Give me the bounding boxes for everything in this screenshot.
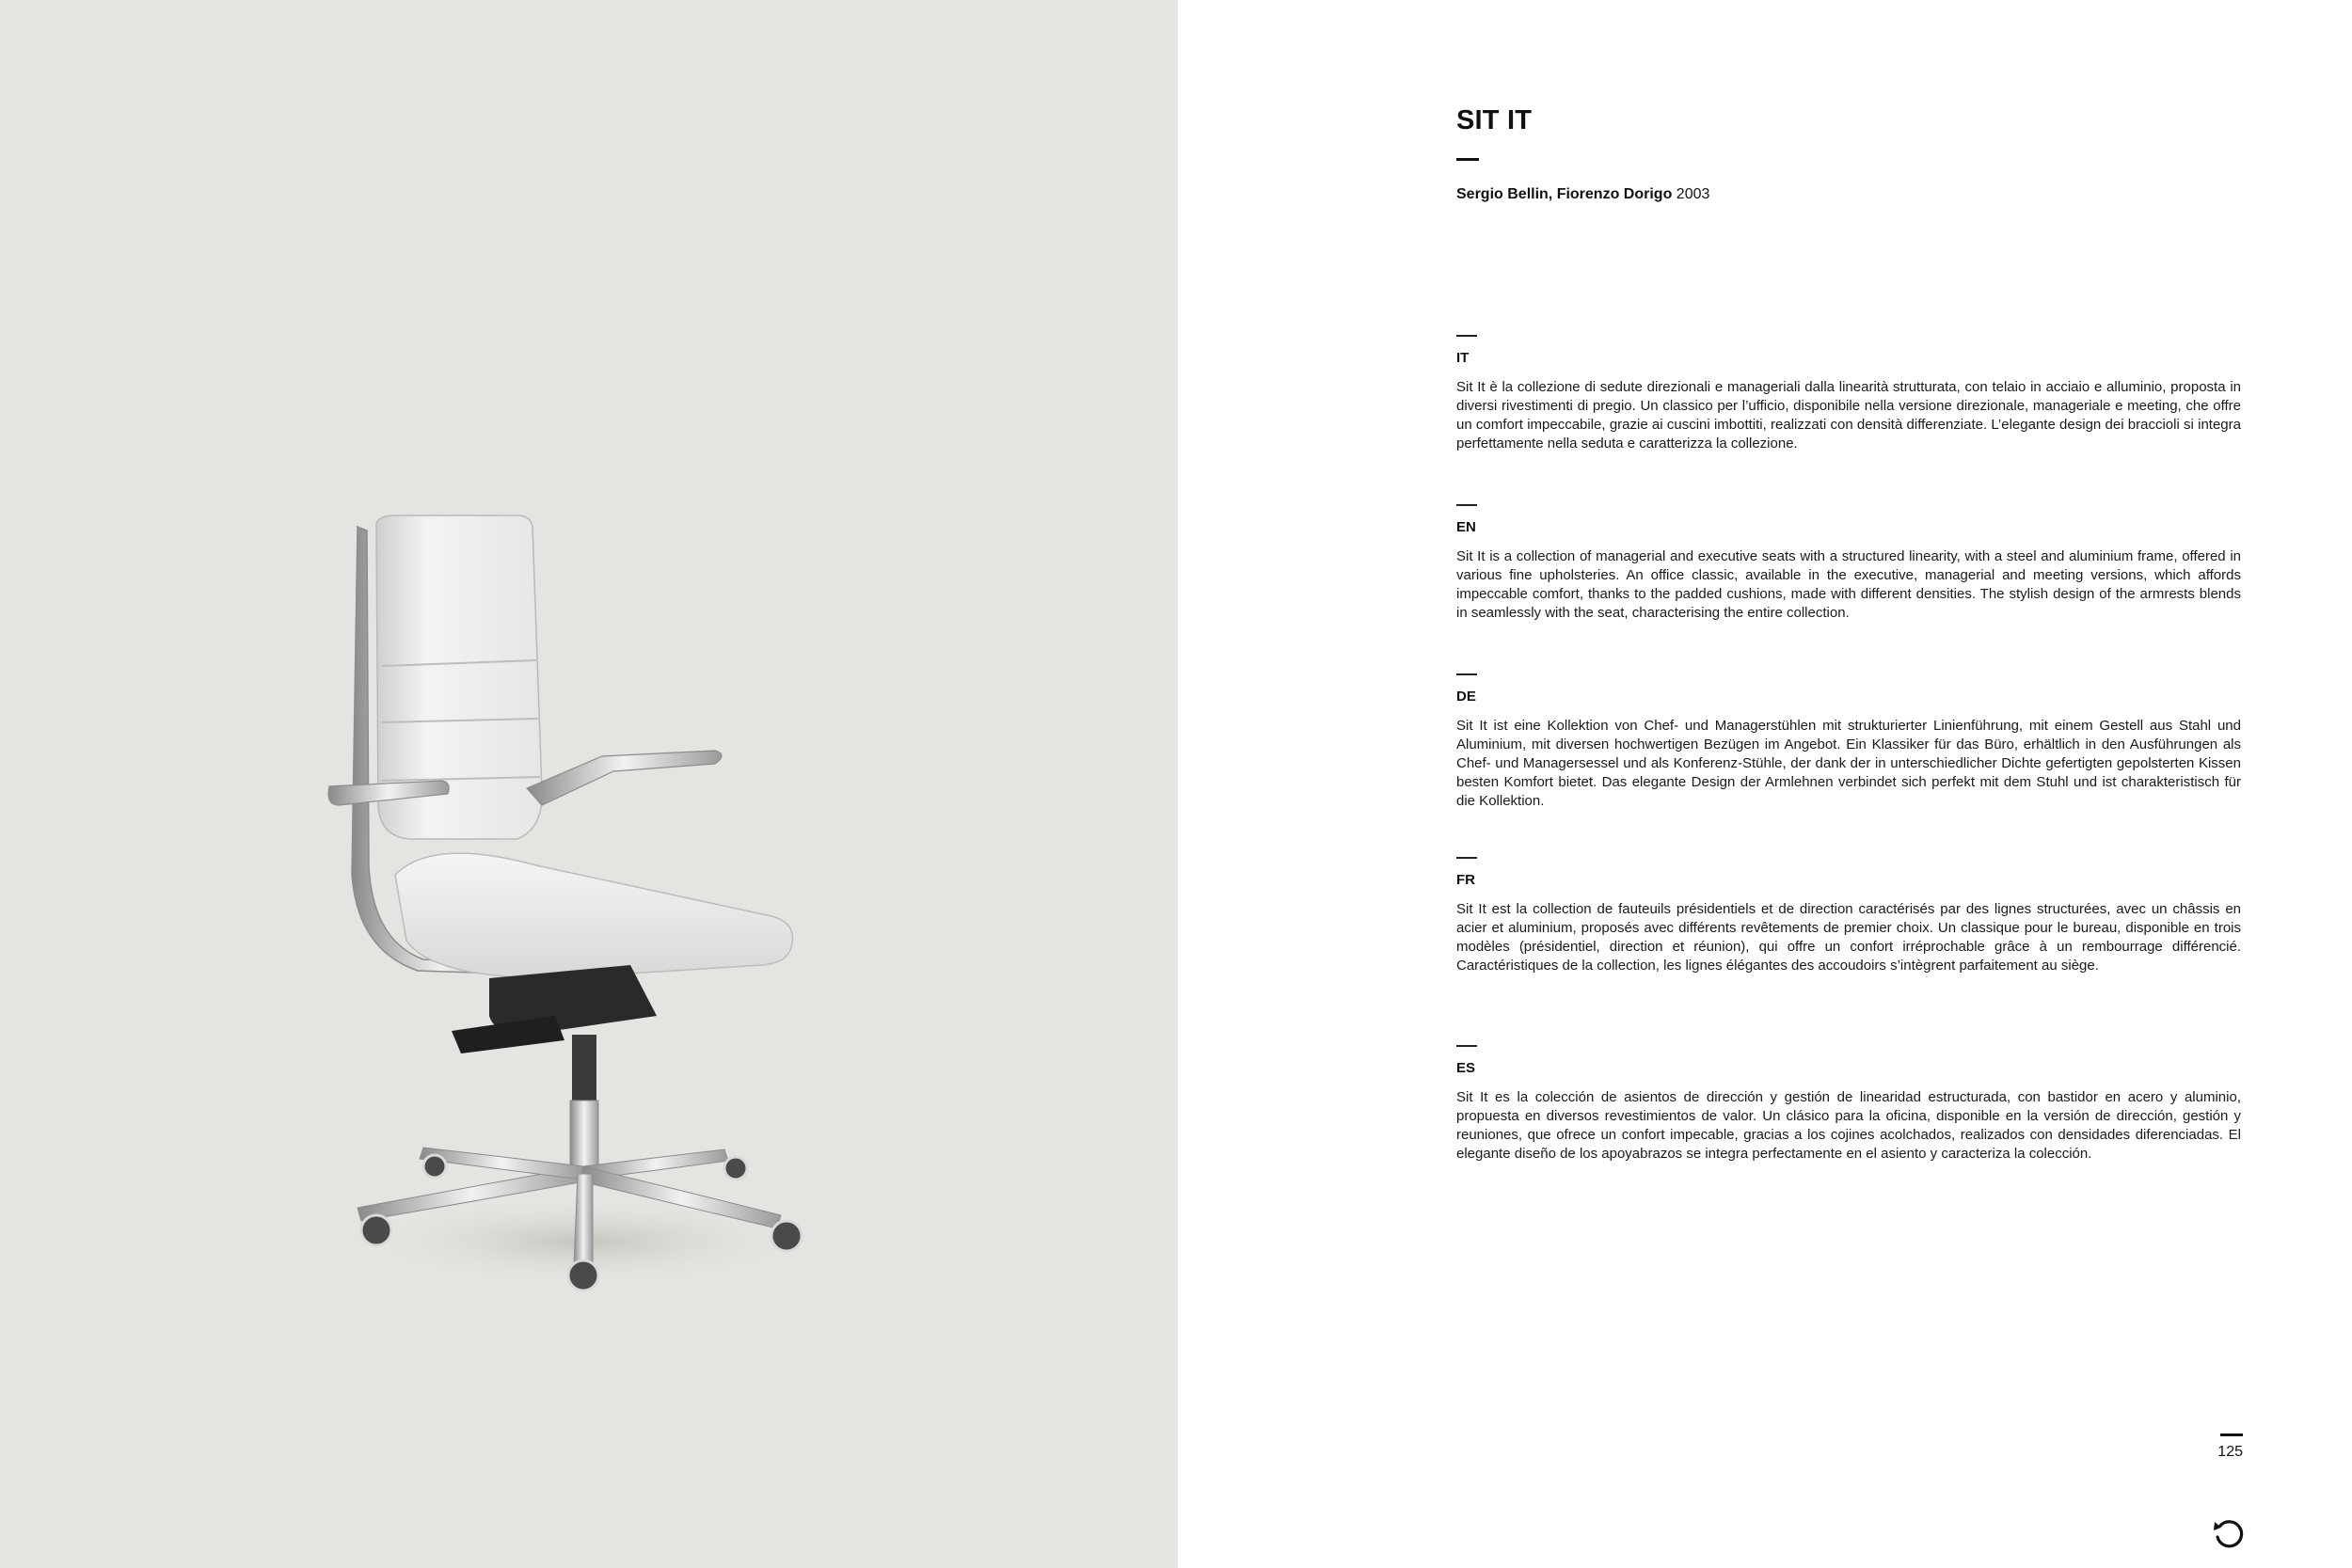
language-code: IT <box>1456 349 1470 366</box>
description-text: Sit It est la collection de fauteuils présidentiels et de direction caractérisés par des lignes structurées, avec un châssis en acier et aluminium, proposés avec différents revêtements de premier choix. Un classique pour le bureau, disponible en trois modèles (présidentiel, direction et réunion), qui offre un confort irréprochable grâce à un rembourrage différencié. Caractéristiques de la collection, les lignes élégantes des accoudoirs s’intègrent parfaitement au siège. <box>1456 900 2241 974</box>
language-code: DE <box>1456 688 1476 705</box>
description-es <box>1456 1045 2241 1164</box>
title-divider <box>1456 158 1479 161</box>
description-text: Sit It is a collection of managerial and executive seats with a structured linearity, with a steel and aluminium frame, offered in various fine upholsteries. An office classic, available in the executive, managerial and meeting versions, which affords impeccable comfort, thanks to the padded cushions, made with different densities. The stylish design of the armrests blends in seamlessly with the seat, characterising the entire collection. <box>1456 547 2241 621</box>
description-text: Sit It ist eine Kollektion von Chef- und Managerstühlen mit strukturierter Linienführung, mit einem Gestell aus Stahl und Aluminium, mit diversen hochwertigen Bezügen im Angebot. Ein Klassiker für das Büro, erhältlich in den Ausführungen als Chef- und Managersessel und als Konferenz-Stühle, der dank der in unterschiedlicher Dichte gefertigten gepolsterten Kissen besten Komfort bietet. Das elegante Design der Armlehnen verbindet sich perfekt mit dem Stuhl und ist charakteristisch für die Kollektion. <box>1456 717 2241 809</box>
section-divider <box>1456 504 1477 506</box>
section-divider <box>1456 1045 1477 1047</box>
section-divider <box>1456 673 1477 675</box>
section-divider <box>1456 335 1477 337</box>
description-de <box>1456 673 2241 811</box>
description-text: Sit It è la collezione di sedute direzionali e manageriali dalla linearità strutturata, con telaio in acciaio e alluminio, proposta in diversi rivestimenti di pregio. Un classico per l’ufficio, disponibile nella versione direzionale, manageriale e meeting, che offre un comfort impeccabile, grazie ai cuscini imbottiti, realizzati con densità differenziate. L’elegante design dei braccioli si integra perfettamente nella seduta e caratterizza la collezione. <box>1456 378 2241 451</box>
product-title: SIT IT <box>1456 105 1533 135</box>
description-text: Sit It es la colección de asientos de dirección y gestión de linearidad estructurada, con bastidor en acero y aluminio, propuesta en diversos revestimientos de valor. Un clásico para la oficina, disponible en la versión de dirección, gestión y reuniones, que ofrece un confort impecable, gracias a los cojines acolchados, realizados con densidades diferenciadas. El elegante diseño de los apoyabrazos se integra perfectamente en el asiento y caracteriza la colección. <box>1456 1088 2241 1162</box>
description-en <box>1456 504 2241 623</box>
designer-names: Sergio Bellin, Fiorenzo Dorigo <box>1456 186 1673 202</box>
chair-photo <box>320 508 847 1298</box>
language-code: FR <box>1456 871 1475 888</box>
language-code: EN <box>1456 518 1476 535</box>
page-number-divider <box>2220 1433 2243 1436</box>
designer-credit <box>1456 186 1709 203</box>
page-number: 125 <box>2217 1444 2243 1460</box>
rotate-back-icon[interactable] <box>2211 1516 2247 1552</box>
description-fr <box>1456 857 2241 975</box>
section-divider <box>1456 857 1477 859</box>
description-it <box>1456 335 2241 453</box>
language-code: ES <box>1456 1059 1476 1076</box>
design-year: 2003 <box>1676 186 1710 202</box>
